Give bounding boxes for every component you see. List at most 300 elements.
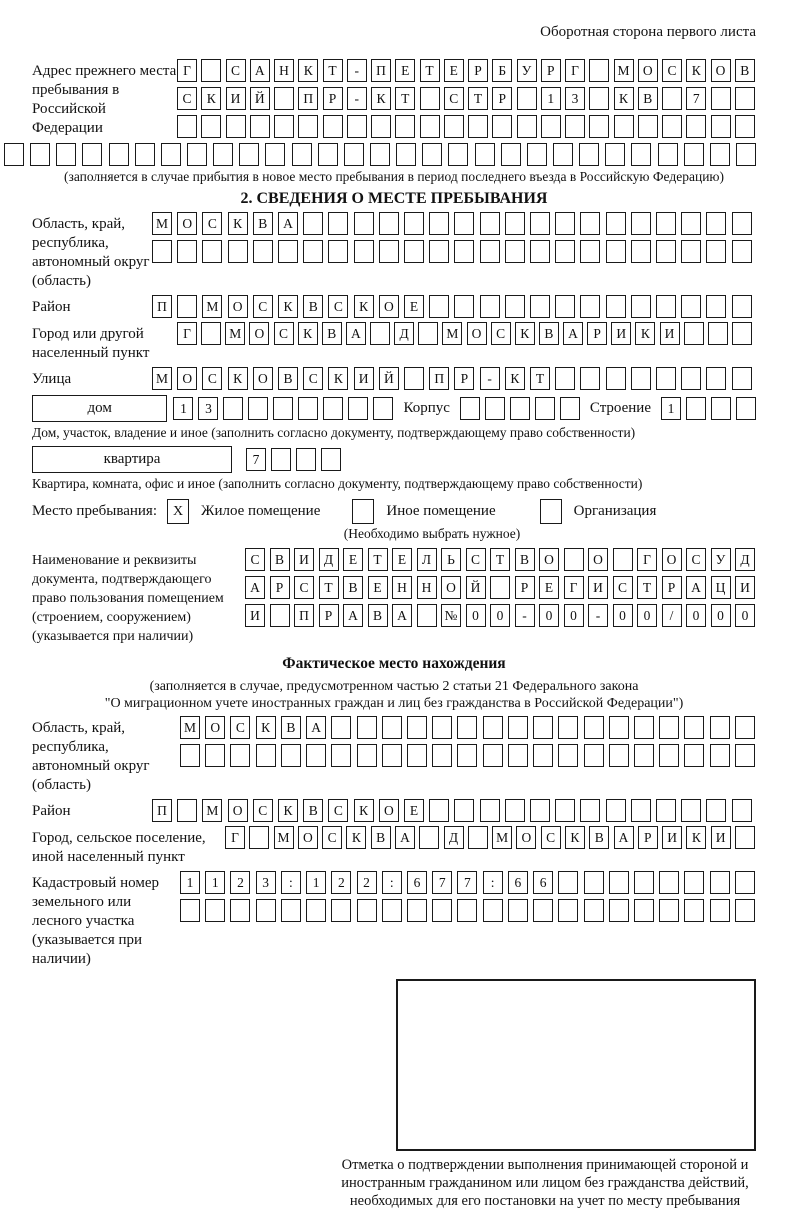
char-box[interactable] — [177, 115, 197, 138]
char-box[interactable] — [659, 899, 679, 922]
char-box[interactable]: И — [735, 576, 755, 599]
char-box[interactable] — [201, 59, 221, 82]
char-box[interactable] — [253, 240, 273, 263]
char-box[interactable]: К — [201, 87, 221, 110]
char-box[interactable]: С — [226, 59, 246, 82]
char-box[interactable] — [589, 115, 609, 138]
char-box[interactable] — [711, 87, 731, 110]
char-box[interactable]: В — [589, 826, 609, 849]
char-box[interactable] — [710, 871, 730, 894]
char-box[interactable]: Т — [323, 59, 343, 82]
char-box[interactable] — [505, 295, 525, 318]
char-box[interactable] — [187, 143, 207, 166]
char-box[interactable] — [606, 295, 626, 318]
char-box[interactable]: М — [442, 322, 462, 345]
char-box[interactable]: М — [152, 212, 172, 235]
char-box[interactable]: И — [611, 322, 631, 345]
char-box[interactable] — [533, 744, 553, 767]
char-box[interactable] — [658, 143, 678, 166]
char-box[interactable]: И — [588, 576, 608, 599]
char-box[interactable]: Р — [468, 59, 488, 82]
char-box[interactable] — [370, 322, 390, 345]
char-box[interactable]: А — [245, 576, 265, 599]
char-box[interactable] — [505, 212, 525, 235]
char-box[interactable] — [634, 716, 654, 739]
char-box[interactable] — [420, 115, 440, 138]
char-box[interactable]: Т — [637, 576, 657, 599]
char-box[interactable] — [706, 367, 726, 390]
char-box[interactable] — [347, 115, 367, 138]
char-box[interactable] — [584, 871, 604, 894]
char-box[interactable]: 0 — [613, 604, 633, 627]
char-box[interactable]: Г — [177, 59, 197, 82]
char-box[interactable]: 0 — [686, 604, 706, 627]
char-box[interactable] — [706, 240, 726, 263]
char-box[interactable]: Е — [392, 548, 412, 571]
char-box[interactable]: 0 — [539, 604, 559, 627]
char-box[interactable] — [662, 115, 682, 138]
char-box[interactable] — [273, 397, 293, 420]
char-box[interactable]: 1 — [541, 87, 561, 110]
char-box[interactable]: Д — [444, 826, 464, 849]
char-box[interactable]: 3 — [256, 871, 276, 894]
char-box[interactable] — [177, 240, 197, 263]
char-box[interactable]: И — [354, 367, 374, 390]
organization-checkbox[interactable] — [540, 499, 562, 524]
char-box[interactable]: С — [322, 826, 342, 849]
char-box[interactable] — [555, 367, 575, 390]
char-box[interactable]: № — [441, 604, 461, 627]
char-box[interactable] — [558, 871, 578, 894]
char-box[interactable]: У — [711, 548, 731, 571]
char-box[interactable] — [732, 799, 752, 822]
char-box[interactable]: 3 — [565, 87, 585, 110]
char-box[interactable] — [706, 295, 726, 318]
char-box[interactable]: 1 — [205, 871, 225, 894]
char-box[interactable] — [656, 799, 676, 822]
char-box[interactable] — [589, 87, 609, 110]
char-box[interactable] — [609, 899, 629, 922]
char-box[interactable] — [298, 397, 318, 420]
char-box[interactable] — [535, 397, 555, 420]
char-box[interactable] — [634, 744, 654, 767]
char-box[interactable] — [354, 240, 374, 263]
char-box[interactable] — [485, 397, 505, 420]
char-box[interactable] — [517, 115, 537, 138]
char-box[interactable] — [558, 899, 578, 922]
char-box[interactable]: Д — [394, 322, 414, 345]
char-box[interactable]: Р — [454, 367, 474, 390]
char-box[interactable] — [429, 295, 449, 318]
char-box[interactable]: Е — [368, 576, 388, 599]
char-box[interactable] — [404, 212, 424, 235]
char-box[interactable] — [508, 716, 528, 739]
char-box[interactable]: А — [346, 322, 366, 345]
char-box[interactable]: : — [281, 871, 301, 894]
char-box[interactable]: 2 — [357, 871, 377, 894]
char-box[interactable] — [634, 871, 654, 894]
char-box[interactable]: - — [347, 59, 367, 82]
char-box[interactable]: 0 — [564, 604, 584, 627]
char-box[interactable] — [681, 295, 701, 318]
char-box[interactable] — [250, 115, 270, 138]
char-box[interactable]: Т — [319, 576, 339, 599]
char-box[interactable] — [483, 716, 503, 739]
char-box[interactable]: Ь — [441, 548, 461, 571]
char-box[interactable] — [454, 212, 474, 235]
char-box[interactable]: Г — [177, 322, 197, 345]
char-box[interactable]: И — [245, 604, 265, 627]
char-box[interactable]: К — [505, 367, 525, 390]
char-box[interactable] — [331, 899, 351, 922]
char-box[interactable]: Р — [515, 576, 535, 599]
char-box[interactable] — [239, 143, 259, 166]
char-box[interactable]: П — [298, 87, 318, 110]
char-box[interactable] — [662, 87, 682, 110]
char-box[interactable]: 2 — [331, 871, 351, 894]
char-box[interactable]: О — [177, 212, 197, 235]
char-box[interactable] — [580, 212, 600, 235]
char-box[interactable]: Ц — [711, 576, 731, 599]
char-box[interactable]: О — [467, 322, 487, 345]
char-box[interactable] — [230, 899, 250, 922]
char-box[interactable] — [354, 212, 374, 235]
char-box[interactable] — [580, 799, 600, 822]
char-box[interactable]: 7 — [246, 448, 266, 471]
char-box[interactable]: О — [516, 826, 536, 849]
char-box[interactable]: С — [328, 295, 348, 318]
char-box[interactable]: О — [441, 576, 461, 599]
char-box[interactable] — [180, 899, 200, 922]
char-box[interactable] — [432, 716, 452, 739]
char-box[interactable]: О — [588, 548, 608, 571]
char-box[interactable]: Т — [368, 548, 388, 571]
char-box[interactable] — [517, 87, 537, 110]
char-box[interactable]: О — [662, 548, 682, 571]
char-box[interactable]: М — [614, 59, 634, 82]
char-box[interactable] — [265, 143, 285, 166]
char-box[interactable] — [490, 576, 510, 599]
char-box[interactable] — [331, 744, 351, 767]
char-box[interactable]: И — [660, 322, 680, 345]
char-box[interactable]: К — [346, 826, 366, 849]
char-box[interactable] — [584, 716, 604, 739]
char-box[interactable]: В — [515, 548, 535, 571]
char-box[interactable]: Р — [492, 87, 512, 110]
char-box[interactable] — [271, 448, 291, 471]
char-box[interactable] — [606, 212, 626, 235]
char-box[interactable] — [656, 367, 676, 390]
char-box[interactable]: В — [303, 295, 323, 318]
char-box[interactable] — [609, 871, 629, 894]
char-box[interactable] — [306, 899, 326, 922]
char-box[interactable] — [735, 826, 755, 849]
char-box[interactable]: П — [152, 799, 172, 822]
char-box[interactable]: С — [328, 799, 348, 822]
char-box[interactable] — [553, 143, 573, 166]
char-box[interactable]: С — [245, 548, 265, 571]
char-box[interactable] — [681, 212, 701, 235]
char-box[interactable] — [454, 295, 474, 318]
char-box[interactable]: Т — [490, 548, 510, 571]
char-box[interactable]: К — [328, 367, 348, 390]
char-box[interactable]: А — [343, 604, 363, 627]
char-box[interactable] — [684, 143, 704, 166]
char-box[interactable]: 0 — [637, 604, 657, 627]
char-box[interactable] — [396, 143, 416, 166]
char-box[interactable] — [432, 744, 452, 767]
char-box[interactable] — [370, 143, 390, 166]
char-box[interactable] — [638, 115, 658, 138]
char-box[interactable] — [656, 240, 676, 263]
char-box[interactable] — [505, 799, 525, 822]
char-box[interactable]: С — [466, 548, 486, 571]
char-box[interactable]: Е — [539, 576, 559, 599]
char-box[interactable]: 6 — [407, 871, 427, 894]
char-box[interactable] — [448, 143, 468, 166]
char-box[interactable] — [684, 899, 704, 922]
char-box[interactable] — [180, 744, 200, 767]
char-box[interactable]: К — [298, 59, 318, 82]
char-box[interactable]: В — [278, 367, 298, 390]
char-box[interactable] — [659, 716, 679, 739]
char-box[interactable]: 0 — [735, 604, 755, 627]
char-box[interactable] — [711, 397, 731, 420]
char-box[interactable] — [321, 448, 341, 471]
char-box[interactable]: : — [382, 871, 402, 894]
char-box[interactable] — [579, 143, 599, 166]
char-box[interactable]: 0 — [490, 604, 510, 627]
char-box[interactable]: Д — [319, 548, 339, 571]
char-box[interactable]: Й — [250, 87, 270, 110]
char-box[interactable] — [278, 240, 298, 263]
char-box[interactable]: С — [662, 59, 682, 82]
char-box[interactable]: 1 — [661, 397, 681, 420]
char-box[interactable]: Л — [417, 548, 437, 571]
char-box[interactable]: Г — [564, 576, 584, 599]
char-box[interactable] — [706, 212, 726, 235]
char-box[interactable]: Н — [274, 59, 294, 82]
char-box[interactable] — [417, 604, 437, 627]
char-box[interactable]: Р — [638, 826, 658, 849]
char-box[interactable]: С — [303, 367, 323, 390]
char-box[interactable] — [298, 115, 318, 138]
char-box[interactable]: К — [371, 87, 391, 110]
char-box[interactable] — [735, 87, 755, 110]
char-box[interactable]: С — [294, 576, 314, 599]
char-box[interactable]: Р — [319, 604, 339, 627]
char-box[interactable]: К — [354, 799, 374, 822]
char-box[interactable]: Й — [379, 367, 399, 390]
char-box[interactable] — [736, 397, 756, 420]
char-box[interactable] — [161, 143, 181, 166]
char-box[interactable]: В — [281, 716, 301, 739]
char-box[interactable] — [249, 826, 269, 849]
char-box[interactable]: Р — [270, 576, 290, 599]
char-box[interactable] — [558, 716, 578, 739]
char-box[interactable] — [631, 799, 651, 822]
char-box[interactable] — [634, 899, 654, 922]
char-box[interactable]: М — [202, 295, 222, 318]
char-box[interactable]: А — [614, 826, 634, 849]
char-box[interactable]: К — [614, 87, 634, 110]
char-box[interactable] — [580, 295, 600, 318]
char-box[interactable]: 2 — [230, 871, 250, 894]
char-box[interactable] — [735, 899, 755, 922]
char-box[interactable] — [373, 397, 393, 420]
char-box[interactable] — [710, 744, 730, 767]
char-box[interactable] — [736, 143, 756, 166]
char-box[interactable]: И — [294, 548, 314, 571]
char-box[interactable]: С — [491, 322, 511, 345]
char-box[interactable] — [205, 744, 225, 767]
char-box[interactable] — [303, 240, 323, 263]
char-box[interactable] — [371, 115, 391, 138]
char-box[interactable] — [460, 397, 480, 420]
char-box[interactable]: П — [294, 604, 314, 627]
char-box[interactable]: П — [429, 367, 449, 390]
char-box[interactable] — [82, 143, 102, 166]
char-box[interactable]: К — [298, 322, 318, 345]
char-box[interactable] — [281, 744, 301, 767]
char-box[interactable] — [659, 871, 679, 894]
char-box[interactable]: А — [563, 322, 583, 345]
char-box[interactable] — [404, 240, 424, 263]
char-box[interactable] — [357, 716, 377, 739]
char-box[interactable] — [407, 716, 427, 739]
char-box[interactable] — [480, 212, 500, 235]
char-box[interactable]: О — [298, 826, 318, 849]
char-box[interactable] — [483, 744, 503, 767]
char-box[interactable] — [735, 744, 755, 767]
residential-checkbox[interactable]: X — [167, 499, 189, 524]
char-box[interactable] — [432, 899, 452, 922]
char-box[interactable] — [281, 899, 301, 922]
char-box[interactable] — [457, 744, 477, 767]
char-box[interactable] — [684, 744, 704, 767]
char-box[interactable] — [382, 744, 402, 767]
char-box[interactable] — [710, 899, 730, 922]
char-box[interactable]: В — [539, 322, 559, 345]
char-box[interactable] — [684, 716, 704, 739]
char-box[interactable] — [382, 899, 402, 922]
char-box[interactable] — [323, 397, 343, 420]
char-box[interactable] — [656, 212, 676, 235]
char-box[interactable]: 6 — [508, 871, 528, 894]
char-box[interactable] — [270, 604, 290, 627]
char-box[interactable] — [606, 367, 626, 390]
char-box[interactable] — [606, 799, 626, 822]
char-box[interactable] — [681, 799, 701, 822]
char-box[interactable] — [468, 115, 488, 138]
char-box[interactable] — [213, 143, 233, 166]
char-box[interactable] — [732, 240, 752, 263]
char-box[interactable]: О — [177, 367, 197, 390]
char-box[interactable]: К — [278, 295, 298, 318]
char-box[interactable]: 7 — [457, 871, 477, 894]
char-box[interactable] — [565, 115, 585, 138]
char-box[interactable] — [584, 899, 604, 922]
char-box[interactable]: С — [202, 367, 222, 390]
char-box[interactable]: К — [686, 826, 706, 849]
char-box[interactable] — [256, 899, 276, 922]
char-box[interactable] — [306, 744, 326, 767]
char-box[interactable]: А — [278, 212, 298, 235]
char-box[interactable]: - — [588, 604, 608, 627]
char-box[interactable] — [292, 143, 312, 166]
char-box[interactable]: О — [228, 799, 248, 822]
char-box[interactable] — [631, 212, 651, 235]
char-box[interactable]: В — [368, 604, 388, 627]
char-box[interactable]: В — [322, 322, 342, 345]
char-box[interactable] — [530, 240, 550, 263]
char-box[interactable] — [614, 115, 634, 138]
char-box[interactable]: 1 — [180, 871, 200, 894]
char-box[interactable]: С — [541, 826, 561, 849]
char-box[interactable] — [631, 240, 651, 263]
char-box[interactable]: П — [152, 295, 172, 318]
char-box[interactable] — [418, 322, 438, 345]
char-box[interactable] — [530, 212, 550, 235]
char-box[interactable] — [558, 744, 578, 767]
char-box[interactable] — [564, 548, 584, 571]
char-box[interactable] — [483, 899, 503, 922]
char-box[interactable] — [419, 826, 439, 849]
char-box[interactable]: Р — [662, 576, 682, 599]
char-box[interactable]: / — [662, 604, 682, 627]
char-box[interactable] — [56, 143, 76, 166]
char-box[interactable]: Е — [444, 59, 464, 82]
char-box[interactable] — [606, 240, 626, 263]
char-box[interactable] — [202, 240, 222, 263]
char-box[interactable] — [508, 744, 528, 767]
char-box[interactable] — [555, 295, 575, 318]
char-box[interactable] — [395, 115, 415, 138]
char-box[interactable] — [420, 87, 440, 110]
char-box[interactable]: М — [492, 826, 512, 849]
char-box[interactable]: В — [343, 576, 363, 599]
char-box[interactable] — [201, 322, 221, 345]
char-box[interactable]: К — [565, 826, 585, 849]
char-box[interactable] — [422, 143, 442, 166]
char-box[interactable] — [296, 448, 316, 471]
char-box[interactable] — [230, 744, 250, 767]
char-box[interactable] — [492, 115, 512, 138]
char-box[interactable]: К — [515, 322, 535, 345]
char-box[interactable]: 7 — [686, 87, 706, 110]
char-box[interactable] — [274, 115, 294, 138]
other-premises-checkbox[interactable] — [352, 499, 374, 524]
char-box[interactable] — [732, 295, 752, 318]
char-box[interactable] — [584, 744, 604, 767]
char-box[interactable]: : — [483, 871, 503, 894]
char-box[interactable]: М — [202, 799, 222, 822]
char-box[interactable] — [228, 240, 248, 263]
char-box[interactable] — [613, 548, 633, 571]
char-box[interactable]: А — [392, 604, 412, 627]
char-box[interactable] — [318, 143, 338, 166]
char-box[interactable]: М — [274, 826, 294, 849]
char-box[interactable] — [527, 143, 547, 166]
char-box[interactable] — [681, 367, 701, 390]
char-box[interactable]: А — [395, 826, 415, 849]
char-box[interactable] — [274, 87, 294, 110]
char-box[interactable]: Р — [541, 59, 561, 82]
char-box[interactable]: Е — [404, 799, 424, 822]
char-box[interactable] — [177, 799, 197, 822]
char-box[interactable] — [533, 716, 553, 739]
char-box[interactable]: У — [517, 59, 537, 82]
